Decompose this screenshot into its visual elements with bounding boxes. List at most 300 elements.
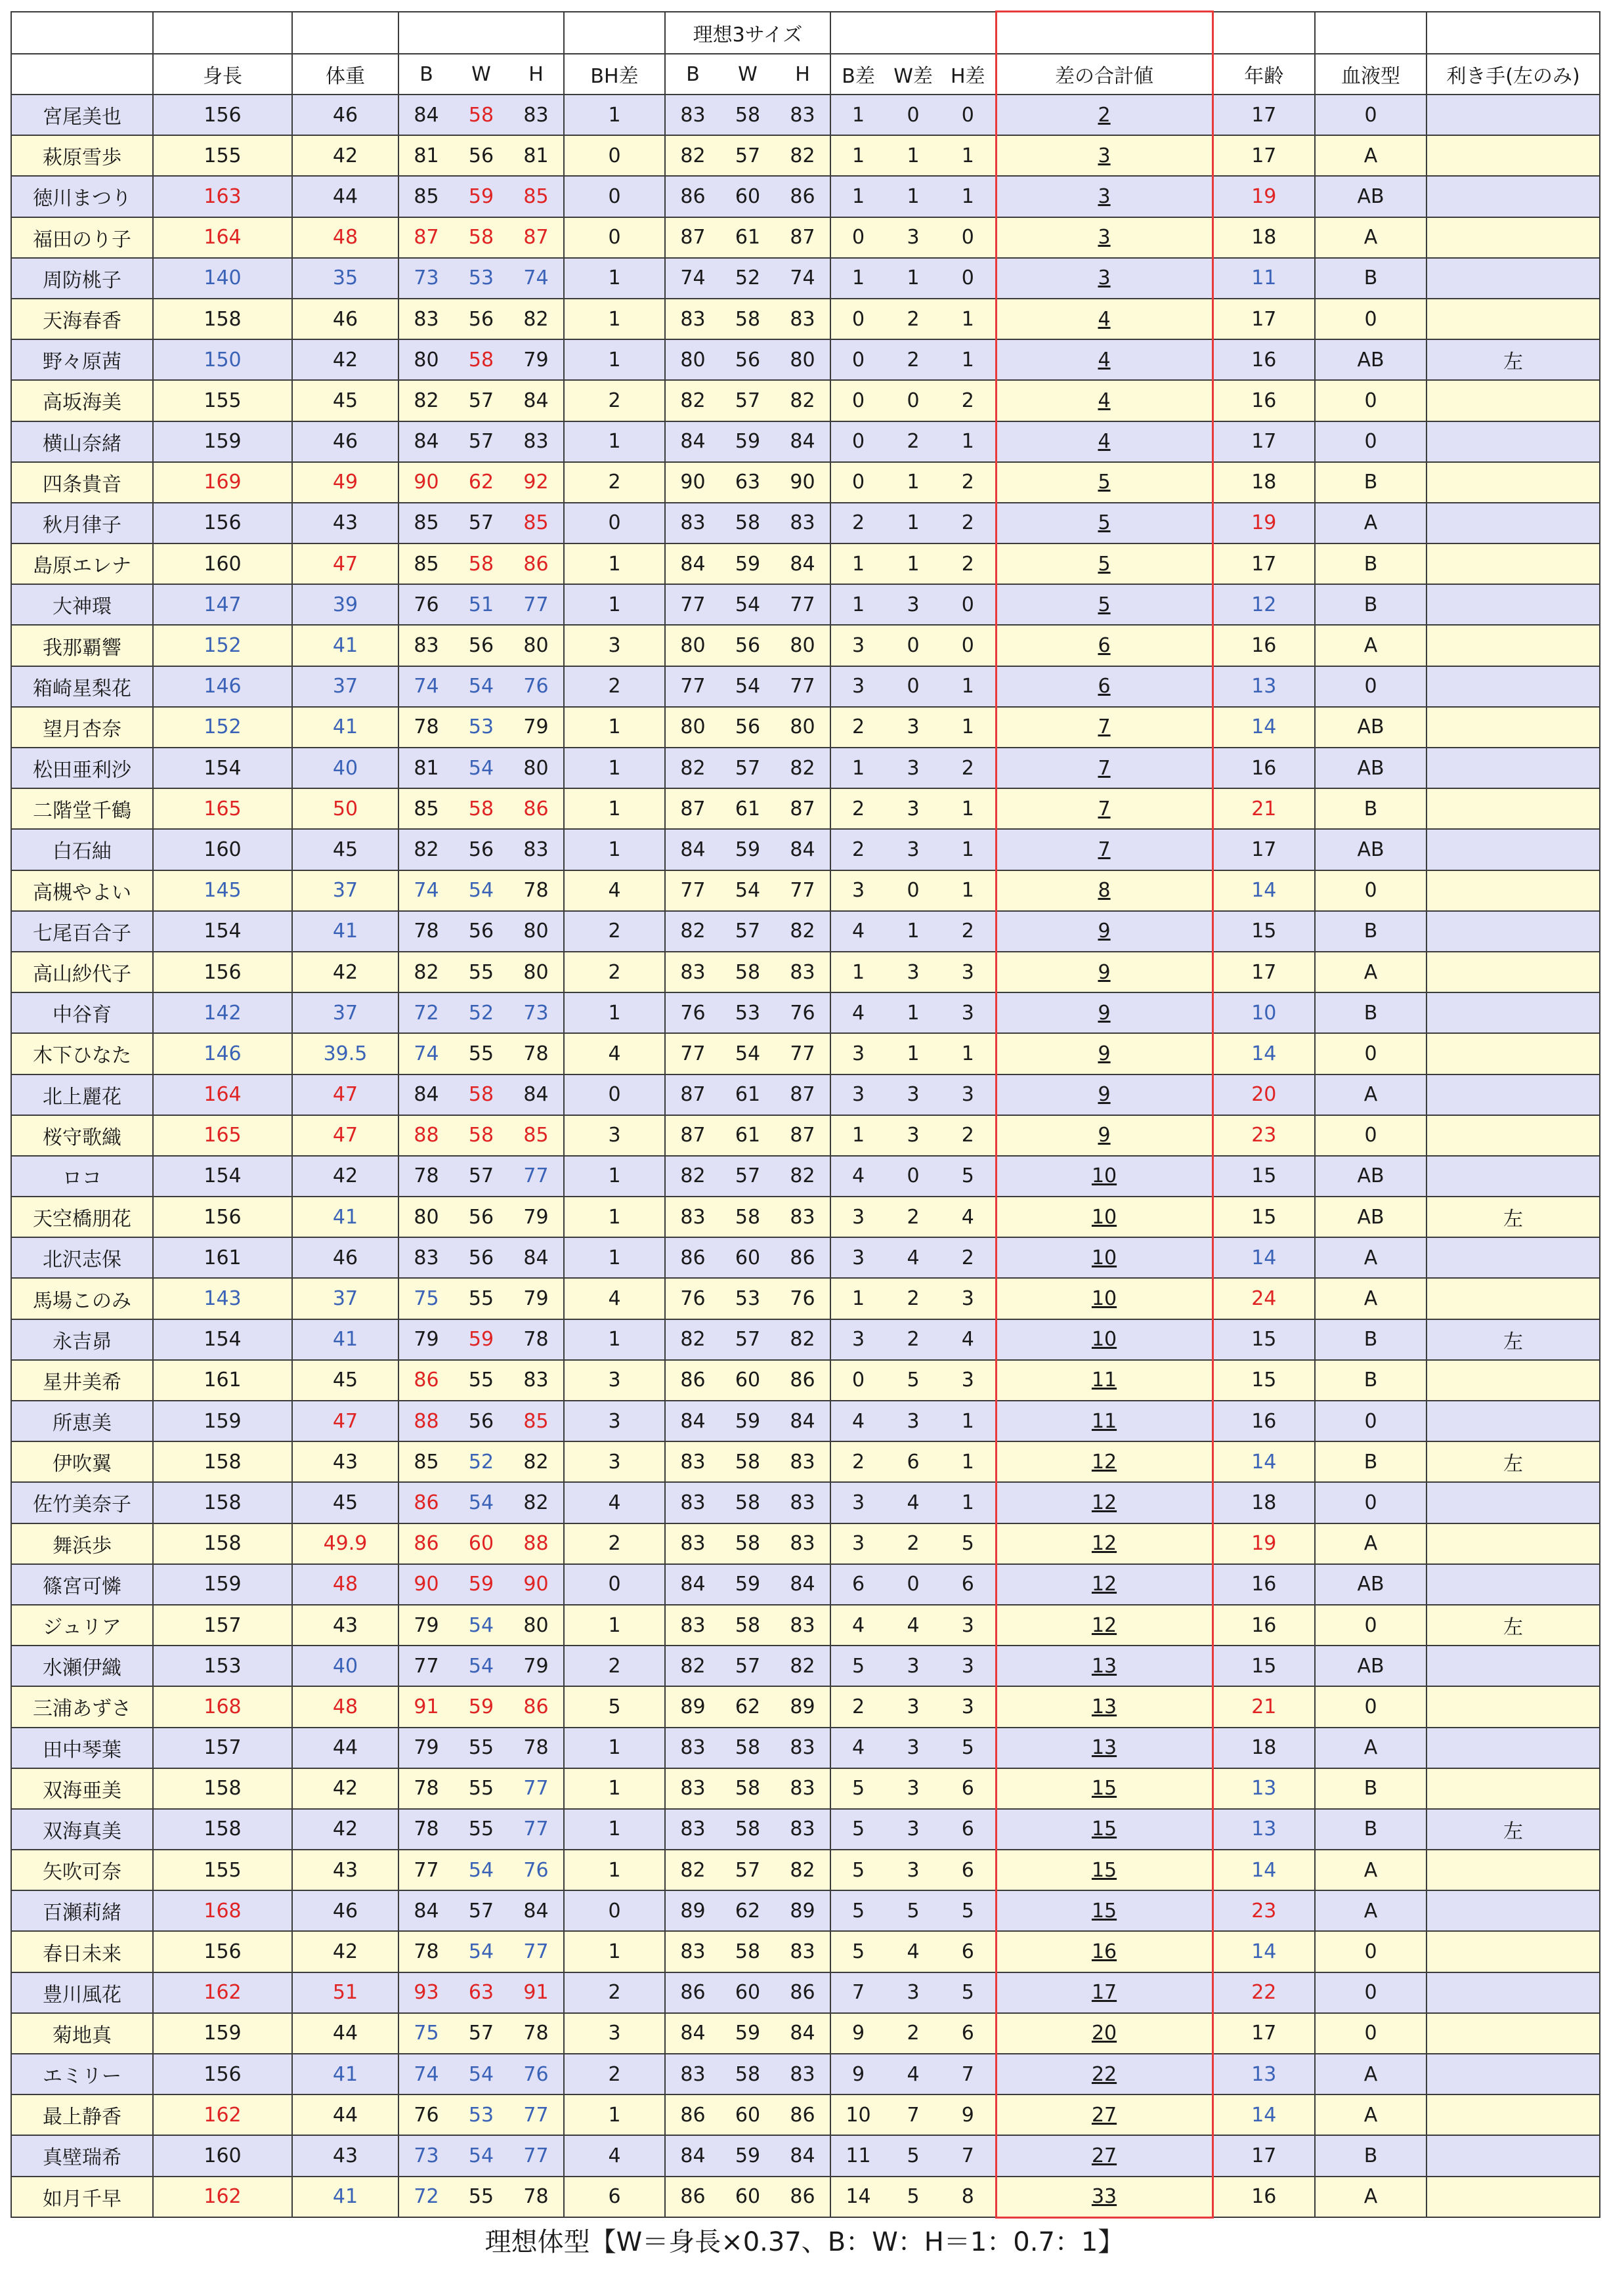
waist-diff-cell: 1 xyxy=(886,992,941,1033)
blood-type-cell: 0 xyxy=(1315,1115,1427,1156)
waist-cell: 60 xyxy=(454,1523,509,1564)
height-cell: 162 xyxy=(153,2094,292,2135)
header-height: 身長 xyxy=(153,54,292,95)
ideal-bust-cell: 84 xyxy=(665,543,720,584)
waist-diff-cell: 0 xyxy=(886,95,941,135)
bh-diff-cell: 1 xyxy=(564,95,665,135)
ideal-bust-cell: 84 xyxy=(665,2135,720,2176)
waist-cell: 51 xyxy=(454,584,509,625)
weight-cell: 45 xyxy=(292,1482,398,1523)
hip-diff-cell: 6 xyxy=(941,1931,996,1972)
age-cell: 15 xyxy=(1212,1646,1315,1686)
age-cell: 23 xyxy=(1212,1890,1315,1931)
hip-diff-cell: 2 xyxy=(941,543,996,584)
ideal-hip-cell: 83 xyxy=(775,503,830,543)
bust-cell: 85 xyxy=(398,176,454,217)
bh-diff-cell: 4 xyxy=(564,870,665,911)
age-cell: 18 xyxy=(1212,462,1315,503)
name-cell: 周防桃子 xyxy=(11,258,153,299)
waist-cell: 54 xyxy=(454,1605,509,1646)
ideal-hip-cell: 83 xyxy=(775,1931,830,1972)
bh-diff-cell: 2 xyxy=(564,666,665,707)
total-diff-cell: 3 xyxy=(996,258,1212,299)
hip-cell: 84 xyxy=(509,1074,564,1115)
bust-diff-cell: 5 xyxy=(830,1646,886,1686)
bust-diff-cell: 4 xyxy=(830,1728,886,1768)
age-cell: 18 xyxy=(1212,1728,1315,1768)
table-row xyxy=(11,829,1600,870)
height-cell: 154 xyxy=(153,1156,292,1197)
blood-type-cell: AB xyxy=(1315,829,1427,870)
ideal-waist-cell: 58 xyxy=(720,1809,775,1850)
ideal-waist-cell: 58 xyxy=(720,1197,775,1237)
bust-cell: 84 xyxy=(398,421,454,462)
age-cell: 13 xyxy=(1212,2054,1315,2094)
hip-cell: 88 xyxy=(509,1523,564,1564)
hip-diff-cell: 9 xyxy=(941,2094,996,2135)
hip-diff-cell: 7 xyxy=(941,2135,996,2176)
ideal-hip-cell: 83 xyxy=(775,1441,830,1482)
hip-diff-cell: 0 xyxy=(941,625,996,666)
blood-type-cell: A xyxy=(1315,1850,1427,1890)
height-cell: 158 xyxy=(153,299,292,339)
hip-cell: 83 xyxy=(509,1360,564,1401)
hip-cell: 91 xyxy=(509,1972,564,2013)
handedness-cell: 左 xyxy=(1427,1319,1600,1360)
waist-cell: 58 xyxy=(454,217,509,258)
bust-cell: 85 xyxy=(398,1441,454,1482)
ideal-hip-cell: 76 xyxy=(775,992,830,1033)
ideal-waist-cell: 56 xyxy=(720,707,775,748)
hip-cell: 77 xyxy=(509,2094,564,2135)
ideal-bust-cell: 83 xyxy=(665,1809,720,1850)
ideal-waist-cell: 60 xyxy=(720,176,775,217)
hip-cell: 78 xyxy=(509,1728,564,1768)
name-cell: 篠宮可憐 xyxy=(11,1564,153,1605)
weight-cell: 45 xyxy=(292,829,398,870)
bust-diff-cell: 0 xyxy=(830,217,886,258)
hip-diff-cell: 5 xyxy=(941,1890,996,1931)
ideal-waist-cell: 62 xyxy=(720,1686,775,1727)
bh-diff-cell: 2 xyxy=(564,1972,665,2013)
name-cell: 三浦あずさ xyxy=(11,1686,153,1727)
table-row xyxy=(11,625,1600,666)
total-diff-cell: 3 xyxy=(996,176,1212,217)
name-cell: 北上麗花 xyxy=(11,1074,153,1115)
handedness-cell xyxy=(1427,176,1600,217)
ideal-bust-cell: 80 xyxy=(665,339,720,380)
bust-diff-cell: 1 xyxy=(830,1278,886,1319)
table-row xyxy=(11,1564,1600,1605)
age-cell: 23 xyxy=(1212,1115,1315,1156)
ideal-bust-cell: 76 xyxy=(665,1278,720,1319)
bust-diff-cell: 3 xyxy=(830,870,886,911)
ideal-bust-cell: 76 xyxy=(665,992,720,1033)
ideal-hip-cell: 76 xyxy=(775,1278,830,1319)
table-row xyxy=(11,380,1600,421)
handedness-cell xyxy=(1427,1768,1600,1809)
height-cell: 155 xyxy=(153,380,292,421)
handedness-cell xyxy=(1427,258,1600,299)
weight-cell: 44 xyxy=(292,1728,398,1768)
waist-cell: 56 xyxy=(454,1197,509,1237)
bh-diff-cell: 1 xyxy=(564,1237,665,1278)
handedness-cell xyxy=(1427,1931,1600,1972)
waist-cell: 56 xyxy=(454,625,509,666)
ideal-hip-cell: 83 xyxy=(775,95,830,135)
ideal-hip-cell: 84 xyxy=(775,421,830,462)
bh-diff-cell: 1 xyxy=(564,543,665,584)
total-diff-cell: 3 xyxy=(996,135,1212,176)
waist-diff-cell: 3 xyxy=(886,1850,941,1890)
bh-diff-cell: 2 xyxy=(564,380,665,421)
ideal-hip-cell: 89 xyxy=(775,1686,830,1727)
age-cell: 24 xyxy=(1212,1278,1315,1319)
waist-diff-cell: 3 xyxy=(886,584,941,625)
weight-cell: 42 xyxy=(292,135,398,176)
bust-diff-cell: 0 xyxy=(830,421,886,462)
bust-diff-cell: 3 xyxy=(830,1033,886,1074)
ideal-hip-cell: 84 xyxy=(775,1401,830,1441)
ideal-waist-cell: 58 xyxy=(720,1931,775,1972)
hip-diff-cell: 2 xyxy=(941,1237,996,1278)
ideal-hip-cell: 90 xyxy=(775,462,830,503)
ideal-hip-cell: 77 xyxy=(775,584,830,625)
total-diff-cell: 4 xyxy=(996,380,1212,421)
ideal-waist-cell: 57 xyxy=(720,1646,775,1686)
total-diff-cell: 4 xyxy=(996,339,1212,380)
name-cell: ロコ xyxy=(11,1156,153,1197)
bust-cell: 82 xyxy=(398,829,454,870)
hip-diff-cell: 4 xyxy=(941,1197,996,1237)
waist-diff-cell: 4 xyxy=(886,1605,941,1646)
age-cell: 17 xyxy=(1212,2013,1315,2054)
height-cell: 152 xyxy=(153,625,292,666)
age-cell: 15 xyxy=(1212,1360,1315,1401)
bh-diff-cell: 4 xyxy=(564,1278,665,1319)
blood-type-cell: A xyxy=(1315,1523,1427,1564)
bust-cell: 73 xyxy=(398,258,454,299)
waist-diff-cell: 2 xyxy=(886,299,941,339)
ideal-bust-cell: 82 xyxy=(665,1319,720,1360)
height-cell: 154 xyxy=(153,911,292,952)
ideal-hip-cell: 83 xyxy=(775,299,830,339)
ideal-waist-cell: 57 xyxy=(720,135,775,176)
table-row xyxy=(11,1401,1600,1441)
name-cell: 中谷育 xyxy=(11,992,153,1033)
ideal-bust-cell: 87 xyxy=(665,217,720,258)
hip-cell: 76 xyxy=(509,1850,564,1890)
hip-cell: 86 xyxy=(509,543,564,584)
weight-cell: 35 xyxy=(292,258,398,299)
total-diff-cell: 13 xyxy=(996,1686,1212,1727)
name-cell: 双海亜美 xyxy=(11,1768,153,1809)
name-cell: 佐竹美奈子 xyxy=(11,1482,153,1523)
weight-cell: 46 xyxy=(292,1237,398,1278)
weight-cell: 50 xyxy=(292,788,398,829)
handedness-cell xyxy=(1427,1972,1600,2013)
ideal-hip-cell: 89 xyxy=(775,1890,830,1931)
waist-cell: 52 xyxy=(454,992,509,1033)
total-diff-cell: 7 xyxy=(996,829,1212,870)
hip-cell: 85 xyxy=(509,176,564,217)
ideal-waist-cell: 56 xyxy=(720,339,775,380)
waist-cell: 62 xyxy=(454,462,509,503)
age-cell: 14 xyxy=(1212,1033,1315,1074)
bust-diff-cell: 1 xyxy=(830,748,886,788)
ideal-hip-cell: 80 xyxy=(775,625,830,666)
waist-cell: 55 xyxy=(454,1360,509,1401)
handedness-cell xyxy=(1427,135,1600,176)
bust-diff-cell: 10 xyxy=(830,2094,886,2135)
waist-diff-cell: 0 xyxy=(886,666,941,707)
blood-type-cell: AB xyxy=(1315,339,1427,380)
bust-diff-cell: 1 xyxy=(830,584,886,625)
name-cell: 高槻やよい xyxy=(11,870,153,911)
ideal-bust-cell: 84 xyxy=(665,2013,720,2054)
name-cell: 天空橋朋花 xyxy=(11,1197,153,1237)
table-row xyxy=(11,421,1600,462)
hip-diff-cell: 6 xyxy=(941,2013,996,2054)
ideal-waist-cell: 61 xyxy=(720,788,775,829)
blood-type-cell: 0 xyxy=(1315,299,1427,339)
ideal-hip-cell: 77 xyxy=(775,870,830,911)
ideal-bust-cell: 84 xyxy=(665,1401,720,1441)
handedness-cell xyxy=(1427,1482,1600,1523)
height-cell: 156 xyxy=(153,1197,292,1237)
total-diff-cell: 10 xyxy=(996,1319,1212,1360)
ideal-hip-cell: 82 xyxy=(775,135,830,176)
age-cell: 16 xyxy=(1212,1564,1315,1605)
ideal-bust-cell: 83 xyxy=(665,299,720,339)
height-cell: 157 xyxy=(153,1728,292,1768)
table-row xyxy=(11,543,1600,584)
total-diff-cell: 17 xyxy=(996,1972,1212,2013)
name-cell: 白石紬 xyxy=(11,829,153,870)
blood-type-cell: 0 xyxy=(1315,666,1427,707)
blood-type-cell: A xyxy=(1315,1890,1427,1931)
height-cell: 160 xyxy=(153,543,292,584)
handedness-cell xyxy=(1427,1156,1600,1197)
bust-cell: 78 xyxy=(398,911,454,952)
weight-cell: 44 xyxy=(292,176,398,217)
waist-diff-cell: 0 xyxy=(886,1564,941,1605)
bh-diff-cell: 1 xyxy=(564,1768,665,1809)
bust-diff-cell: 2 xyxy=(830,1686,886,1727)
ideal-waist-cell: 60 xyxy=(720,1360,775,1401)
ideal-hip-cell: 83 xyxy=(775,1605,830,1646)
ideal-bust-cell: 83 xyxy=(665,952,720,992)
waist-diff-cell: 3 xyxy=(886,788,941,829)
total-diff-cell: 33 xyxy=(996,2177,1212,2218)
hip-cell: 77 xyxy=(509,584,564,625)
age-cell: 17 xyxy=(1212,299,1315,339)
age-cell: 18 xyxy=(1212,217,1315,258)
hip-diff-cell: 1 xyxy=(941,1441,996,1482)
ideal-bust-cell: 83 xyxy=(665,1523,720,1564)
waist-diff-cell: 3 xyxy=(886,829,941,870)
bust-cell: 84 xyxy=(398,95,454,135)
ideal-bust-cell: 84 xyxy=(665,421,720,462)
table-row xyxy=(11,1278,1600,1319)
hip-cell: 78 xyxy=(509,870,564,911)
header-waist-diff: W差 xyxy=(886,54,941,95)
bh-diff-cell: 0 xyxy=(564,135,665,176)
header-hip: H xyxy=(509,54,564,95)
hip-cell: 77 xyxy=(509,1768,564,1809)
weight-cell: 46 xyxy=(292,1890,398,1931)
hip-diff-cell: 4 xyxy=(941,1319,996,1360)
height-cell: 147 xyxy=(153,584,292,625)
hip-cell: 81 xyxy=(509,135,564,176)
weight-cell: 47 xyxy=(292,1401,398,1441)
height-cell: 143 xyxy=(153,1278,292,1319)
ideal-bust-cell: 86 xyxy=(665,1237,720,1278)
bust-cell: 78 xyxy=(398,1809,454,1850)
bh-diff-cell: 2 xyxy=(564,462,665,503)
weight-cell: 41 xyxy=(292,1197,398,1237)
ideal-bust-cell: 80 xyxy=(665,625,720,666)
bust-diff-cell: 4 xyxy=(830,992,886,1033)
waist-cell: 57 xyxy=(454,503,509,543)
name-cell: 所恵美 xyxy=(11,1401,153,1441)
bust-cell: 73 xyxy=(398,2135,454,2176)
height-cell: 161 xyxy=(153,1360,292,1401)
handedness-cell xyxy=(1427,1278,1600,1319)
waist-diff-cell: 3 xyxy=(886,217,941,258)
blood-type-cell: 0 xyxy=(1315,1686,1427,1727)
waist-cell: 53 xyxy=(454,2094,509,2135)
blood-type-cell: B xyxy=(1315,2135,1427,2176)
waist-diff-cell: 1 xyxy=(886,543,941,584)
name-cell: 四条貴音 xyxy=(11,462,153,503)
table-row xyxy=(11,258,1600,299)
bust-diff-cell: 6 xyxy=(830,1564,886,1605)
bust-diff-cell: 3 xyxy=(830,625,886,666)
ideal-bust-cell: 84 xyxy=(665,829,720,870)
age-cell: 18 xyxy=(1212,1482,1315,1523)
handedness-cell: 左 xyxy=(1427,339,1600,380)
bust-cell: 74 xyxy=(398,666,454,707)
waist-diff-cell: 2 xyxy=(886,339,941,380)
age-cell: 14 xyxy=(1212,1441,1315,1482)
table-row xyxy=(11,2177,1600,2218)
blood-type-cell: A xyxy=(1315,625,1427,666)
total-diff-cell: 15 xyxy=(996,1890,1212,1931)
bust-cell: 74 xyxy=(398,2054,454,2094)
total-diff-cell: 5 xyxy=(996,462,1212,503)
height-cell: 153 xyxy=(153,1646,292,1686)
waist-diff-cell: 3 xyxy=(886,952,941,992)
ideal-hip-cell: 84 xyxy=(775,829,830,870)
ideal-bust-cell: 89 xyxy=(665,1890,720,1931)
weight-cell: 40 xyxy=(292,748,398,788)
bust-cell: 78 xyxy=(398,1931,454,1972)
total-diff-cell: 9 xyxy=(996,911,1212,952)
handedness-cell xyxy=(1427,992,1600,1033)
handedness-cell xyxy=(1427,421,1600,462)
bust-cell: 85 xyxy=(398,788,454,829)
table-row xyxy=(11,95,1600,135)
handedness-cell xyxy=(1427,2135,1600,2176)
blood-type-cell: AB xyxy=(1315,1197,1427,1237)
header-ideal-waist: W xyxy=(720,54,775,95)
blood-type-cell: B xyxy=(1315,258,1427,299)
total-diff-cell: 9 xyxy=(996,952,1212,992)
bust-diff-cell: 4 xyxy=(830,911,886,952)
waist-cell: 54 xyxy=(454,1850,509,1890)
name-cell: 箱崎星梨花 xyxy=(11,666,153,707)
blood-type-cell: A xyxy=(1315,1237,1427,1278)
weight-cell: 48 xyxy=(292,1564,398,1605)
ideal-hip-cell: 82 xyxy=(775,1319,830,1360)
table-row xyxy=(11,339,1600,380)
ideal-waist-cell: 59 xyxy=(720,1564,775,1605)
waist-cell: 56 xyxy=(454,1237,509,1278)
ideal-bust-cell: 82 xyxy=(665,911,720,952)
hip-cell: 77 xyxy=(509,1809,564,1850)
weight-cell: 42 xyxy=(292,1156,398,1197)
hip-diff-cell: 5 xyxy=(941,1523,996,1564)
ideal-bust-cell: 82 xyxy=(665,748,720,788)
table-row xyxy=(11,1931,1600,1972)
hip-cell: 77 xyxy=(509,1156,564,1197)
handedness-cell xyxy=(1427,666,1600,707)
table-row xyxy=(11,135,1600,176)
total-diff-cell: 3 xyxy=(996,217,1212,258)
hip-diff-cell: 2 xyxy=(941,503,996,543)
ideal-waist-cell: 58 xyxy=(720,1605,775,1646)
table-row xyxy=(11,1728,1600,1768)
ideal-waist-cell: 62 xyxy=(720,1890,775,1931)
blood-type-cell: A xyxy=(1315,1278,1427,1319)
ideal-waist-cell: 58 xyxy=(720,299,775,339)
bust-cell: 75 xyxy=(398,2013,454,2054)
hip-cell: 84 xyxy=(509,1237,564,1278)
ideal-waist-cell: 57 xyxy=(720,380,775,421)
blood-type-cell: B xyxy=(1315,1319,1427,1360)
bust-cell: 82 xyxy=(398,380,454,421)
height-cell: 154 xyxy=(153,748,292,788)
total-diff-cell: 10 xyxy=(996,1237,1212,1278)
weight-cell: 43 xyxy=(292,1605,398,1646)
total-diff-cell: 22 xyxy=(996,2054,1212,2094)
height-cell: 161 xyxy=(153,1237,292,1278)
weight-cell: 49.9 xyxy=(292,1523,398,1564)
table-row xyxy=(11,1482,1600,1523)
age-cell: 16 xyxy=(1212,748,1315,788)
table-row xyxy=(11,2013,1600,2054)
bust-diff-cell: 0 xyxy=(830,462,886,503)
handedness-cell xyxy=(1427,299,1600,339)
waist-cell: 52 xyxy=(454,1441,509,1482)
ideal-hip-cell: 87 xyxy=(775,788,830,829)
ideal-hip-cell: 82 xyxy=(775,1850,830,1890)
waist-cell: 56 xyxy=(454,829,509,870)
height-cell: 155 xyxy=(153,1850,292,1890)
weight-cell: 47 xyxy=(292,543,398,584)
bh-diff-cell: 1 xyxy=(564,1197,665,1237)
height-cell: 165 xyxy=(153,1115,292,1156)
name-cell: 徳川まつり xyxy=(11,176,153,217)
bust-cell: 88 xyxy=(398,1401,454,1441)
weight-cell: 48 xyxy=(292,217,398,258)
bust-cell: 78 xyxy=(398,1768,454,1809)
name-cell: 桜守歌織 xyxy=(11,1115,153,1156)
name-cell: 高山紗代子 xyxy=(11,952,153,992)
hip-cell: 73 xyxy=(509,992,564,1033)
blood-type-cell: 0 xyxy=(1315,1972,1427,2013)
